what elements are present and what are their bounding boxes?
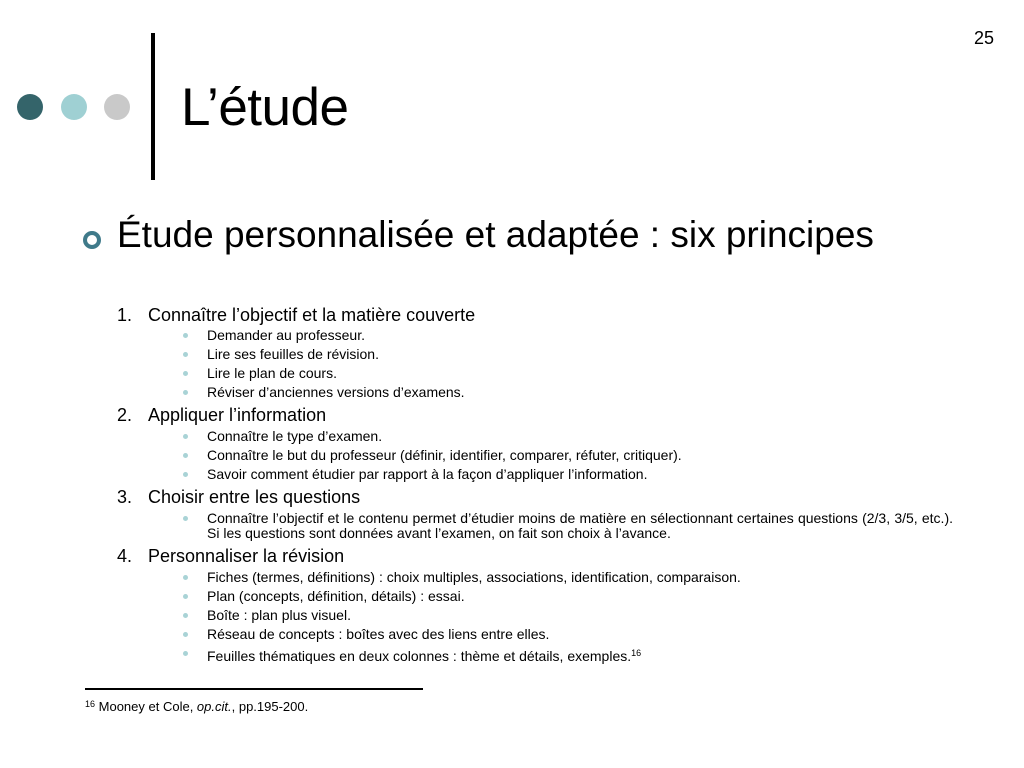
list-item: Lire ses feuilles de révision. [207, 346, 379, 362]
sub-bullet-icon [183, 613, 188, 618]
footnote-citation: op.cit. [196, 699, 232, 714]
section-number: 3. [117, 487, 133, 507]
section-4-heading [117, 546, 344, 566]
section-label: Personnaliser la révision [148, 546, 345, 566]
list-item: Plan (concepts, définition, détails) : essai. [207, 588, 465, 604]
section-number: 2. [117, 405, 133, 425]
main-bullet-text: Étude personnalisée et adaptée : six principes [117, 214, 874, 255]
list-item: Connaître l’objectif et le contenu permet d’étudier moins de matière en sélectionnant certaines questions (2/3, 3/5, etc.). Si les questions sont données avant l’examen, on fait son choix à l’avance. [207, 510, 953, 541]
sub-bullet-icon [183, 453, 188, 458]
main-bullet-icon [83, 231, 101, 249]
sub-bullet-icon [183, 516, 188, 521]
footnote-reference: 16 [631, 648, 642, 658]
list-item: Réviser d’anciennes versions d’examens. [207, 384, 465, 400]
page-number: 25 [973, 28, 994, 48]
footnote-divider [85, 688, 423, 690]
section-label: Appliquer l’information [148, 405, 327, 425]
list-item: Savoir comment étudier par rapport à la façon d’appliquer l’information. [207, 466, 648, 482]
sub-bullet-icon [183, 434, 188, 439]
sub-bullet-icon [183, 472, 188, 477]
list-item-text: Feuilles thématiques en deux colonnes : thème et détails, exemples. [207, 648, 632, 664]
section-label: Choisir entre les questions [148, 487, 361, 507]
list-item: Connaître le type d’examen. [207, 428, 383, 444]
sub-bullet-icon [183, 352, 188, 357]
footnote [85, 697, 308, 714]
section-3-heading [117, 487, 360, 507]
list-item: Lire le plan de cours. [207, 365, 337, 381]
section-1-heading [117, 305, 475, 325]
list-item: Fiches (termes, définitions) : choix multiples, associations, identification, comparaison. [207, 569, 741, 585]
list-item-with-footnote-ref [207, 646, 953, 664]
footnote-author: Mooney et Cole, [98, 699, 197, 714]
slide-title: L’étude [181, 78, 349, 137]
sub-bullet-icon [183, 651, 188, 656]
list-item: Demander au professeur. [207, 327, 365, 343]
sub-bullet-icon [183, 575, 188, 580]
section-2-heading [117, 405, 326, 425]
sub-bullet-icon [183, 632, 188, 637]
sub-bullet-icon [183, 371, 188, 376]
sub-bullet-icon [183, 594, 188, 599]
footnote-number: 16 [85, 699, 96, 709]
sub-bullet-icon [183, 333, 188, 338]
list-item: Connaître le but du professeur (définir, identifier, comparer, réfuter, critiquer). [207, 447, 682, 463]
list-item: Boîte : plan plus visuel. [207, 607, 351, 623]
sub-bullet-icon [183, 390, 188, 395]
footnote-pages: , pp.195-200. [231, 699, 309, 714]
section-number: 4. [117, 546, 133, 566]
section-label: Connaître l’objectif et la matière couverte [148, 305, 476, 325]
list-item: Réseau de concepts : boîtes avec des liens entre elles. [207, 626, 550, 642]
section-number: 1. [117, 305, 133, 325]
